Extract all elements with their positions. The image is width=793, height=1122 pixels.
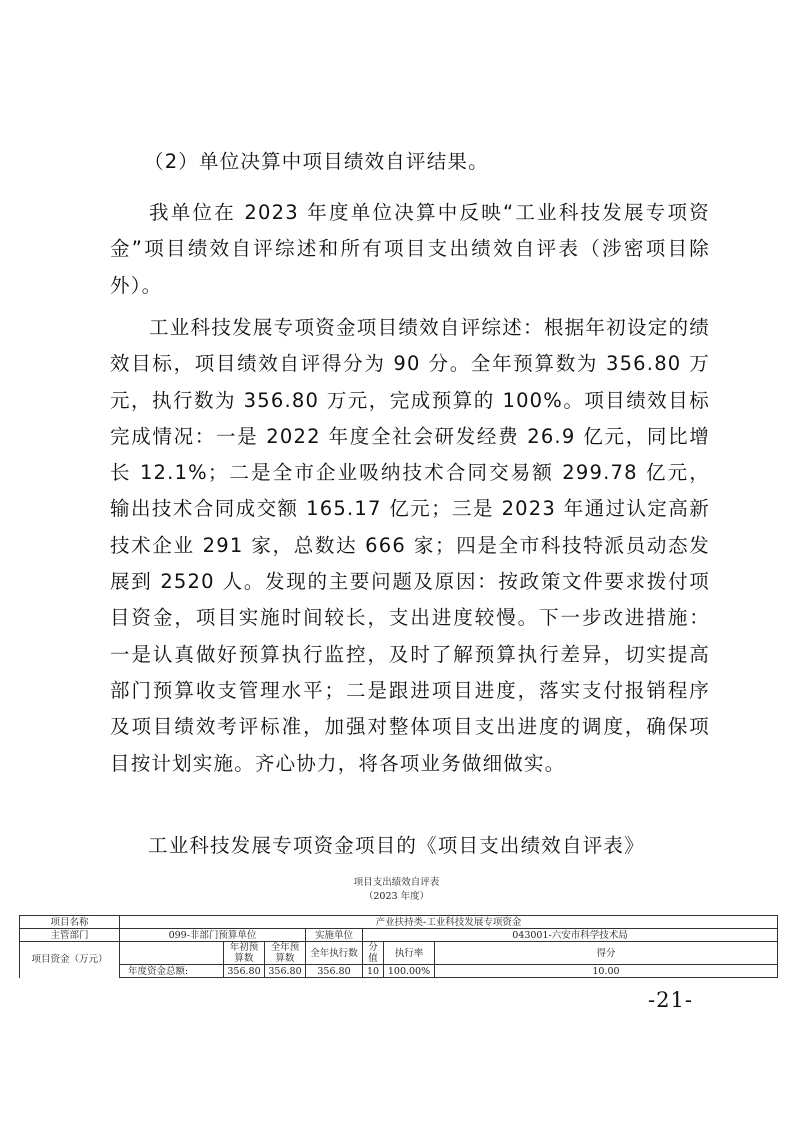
page-number: -21- [648,988,693,1012]
table-subtitle: （2023 年度） [363,891,430,902]
table-row [20,942,778,965]
section-heading: （2）单位决算中项目绩效自评结果。 [144,150,489,173]
summary-paragraph: 工业科技发展专项资金项目绩效自评综述：根据年初设定的绩效目标，项目绩效自评得分为 90 分。全年预算数为 356.80 万元，执行数为 356.80 万元，完成预算的 100%。项目绩效目标完成情况：一是 2022 年度全社会研发经费 26.9 亿元，同比增长 12.1%；二是全市企业吸纳技术合同交易额 299.78 亿元，输出技术合同成交额 165.17 亿元；三是 2023 年通过认定高新技术企业 291 家，总数达 666 家；四是全市科技特派员动态发展到 2520 人。发现的主要问题及原因：按政策文件要求拨付项目资金，项目实施时间较长，支出进度较慢。下一步改进措施：一是认真做好预算执行监控，及时了解预算执行差异，切实提高部门预算收支管理水平；二是跟进项目进度，落实支付报销程序及项目绩效考评标准，加强对整体项目支出进度的调度，确保项目按计划实施。齐心协力，将各项业务做细做实。 [110,316,710,775]
table-row [20,916,778,929]
table-row [20,965,778,978]
row-total-initial: 356.80 [224,965,265,978]
dept-value: 099-非部门预算单位 [120,929,306,942]
header-blank [120,942,224,965]
row-total-exec: 356.80 [306,965,363,978]
row-total-full-year: 356.80 [265,965,306,978]
impl-label: 实施单位 [306,929,363,942]
col-score: 得分 [435,942,778,965]
funds-label: 项目资金（万元） [20,942,120,978]
table-row [20,929,778,942]
col-exec-rate: 执行率 [384,942,435,965]
row-total-rate: 100.00% [384,965,435,978]
table-reference-line: 工业科技发展专项资金项目的《项目支出绩效自评表》 [148,834,645,857]
col-initial-budget: 年初预算数 [224,942,265,965]
row-total-label: 年度资金总额: [120,965,224,978]
row-total-score: 10.00 [435,965,778,978]
col-full-year-exec: 全年执行数 [306,942,363,965]
project-name-value: 产业扶持类-工业科技发展专项资金 [120,916,778,929]
col-full-year-budget: 全年预算数 [265,942,306,965]
col-score-weight: 分值 [363,942,384,965]
project-name-label: 项目名称 [20,916,120,929]
dept-label: 主管部门 [20,929,120,942]
table-title: 项目支出绩效自评表 [353,877,440,888]
row-total-weight: 10 [363,965,384,978]
performance-evaluation-table [19,915,778,978]
intro-paragraph: 我单位在 2023 年度单位决算中反映“工业科技发展专项资金”项目绩效自评综述和所有项目支出绩效自评表（涉密项目除外）。 [110,201,710,297]
impl-value: 043001-六安市科学技术局 [363,929,778,942]
